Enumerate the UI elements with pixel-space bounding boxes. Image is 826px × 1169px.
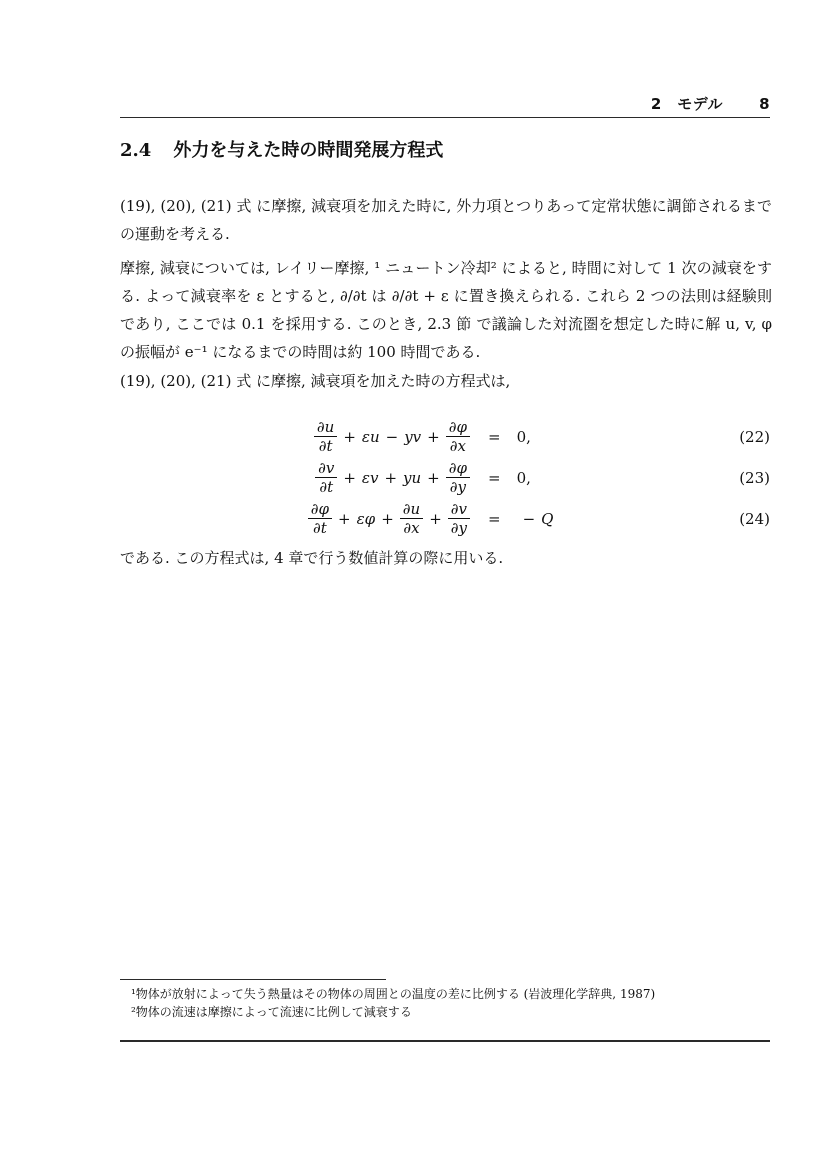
paragraph-friction-damping: 摩擦, 減衰については, レイリー摩擦, ¹ ニュートン冷却² によると, 時間に対して 1 次の減衰をする. よって減衰率を ε とすると, ∂/∂t は ∂/∂t + ε に置き換えられる. これら 2 つの法則は経験則であり, ここでは 0.1 を採用する. このとき, 2.3 節 で議論した対流圏を想定した時に解 u, v, φ の振幅が e⁻¹ になるまでの時間は約 100 時間である. [120,259,772,361]
fraction: $\frac{\partial\varphi}{\partial x}$ [446,418,470,455]
equation-rhs: 0, [516,427,531,446]
equation-number: (22) [739,427,770,446]
footnote-rule [120,979,386,980]
page-header [120,93,770,114]
equation-number: (24) [739,509,770,528]
fraction: $\frac{\partial v}{\partial t}$ [315,459,337,496]
paragraph-intro: (19), (20), (21) 式 に摩擦, 減衰項を加えた時に, 外力項とつりあって定常状態に調節されるまでの運動を考える. [120,197,772,243]
fraction: $\frac{\partial u}{\partial t}$ [314,418,337,455]
fraction: $\frac{\partial\varphi}{\partial y}$ [446,459,470,496]
footnote-2: ²物体の流速は摩擦によって流速に比例して減衰する [131,1005,412,1019]
fraction: $\frac{\partial u}{\partial x}$ [400,500,423,537]
fraction: $\frac{\partial v}{\partial y}$ [448,500,470,537]
footer-rule [120,1040,770,1042]
equation-rhs: − Q [522,509,554,528]
equation-equals: = [488,509,501,528]
section-title: 外力を与えた時の時間発展方程式 [173,140,444,161]
header-rule [120,117,770,118]
header-page-number: 8 [759,95,770,113]
equation-lhs: $\frac{\partial u}{\partial t}$ + εu − yv + $\frac{\partial\varphi}{\partial x}$ [120,418,470,455]
header-section-label: 2 モデル [650,95,724,113]
equation-row [120,416,770,457]
equation-equals: = [488,427,501,446]
equation-row [120,498,770,539]
section-number: 2.4 [120,140,152,161]
equation-lhs: $\frac{\partial\varphi}{\partial t}$ + εφ + $\frac{\partial u}{\partial x}$ + $\frac{\partial v}{\partial y}$ [120,500,470,537]
equation-row [120,457,770,498]
equation-rhs: 0, [516,468,531,487]
footnote-1: ¹物体が放射によって失う熱量はその物体の周囲との温度の差に比例する (岩波理化学辞典, 1987) [131,987,656,1001]
equation-number: (23) [739,468,770,487]
equation-lhs: $\frac{\partial v}{\partial t}$ + εv + yu + $\frac{\partial\varphi}{\partial y}$ [120,459,470,496]
equation-equals: = [488,468,501,487]
fraction: $\frac{\partial\varphi}{\partial t}$ [308,500,332,537]
paragraph-after-equations: である. この方程式は, 4 章で行う数値計算の際に用いる. [120,549,504,567]
section-heading [120,136,780,162]
equation-block [120,416,770,539]
paragraph-equations-lead: (19), (20), (21) 式 に摩擦, 減衰項を加えた時の方程式は, [120,372,511,390]
